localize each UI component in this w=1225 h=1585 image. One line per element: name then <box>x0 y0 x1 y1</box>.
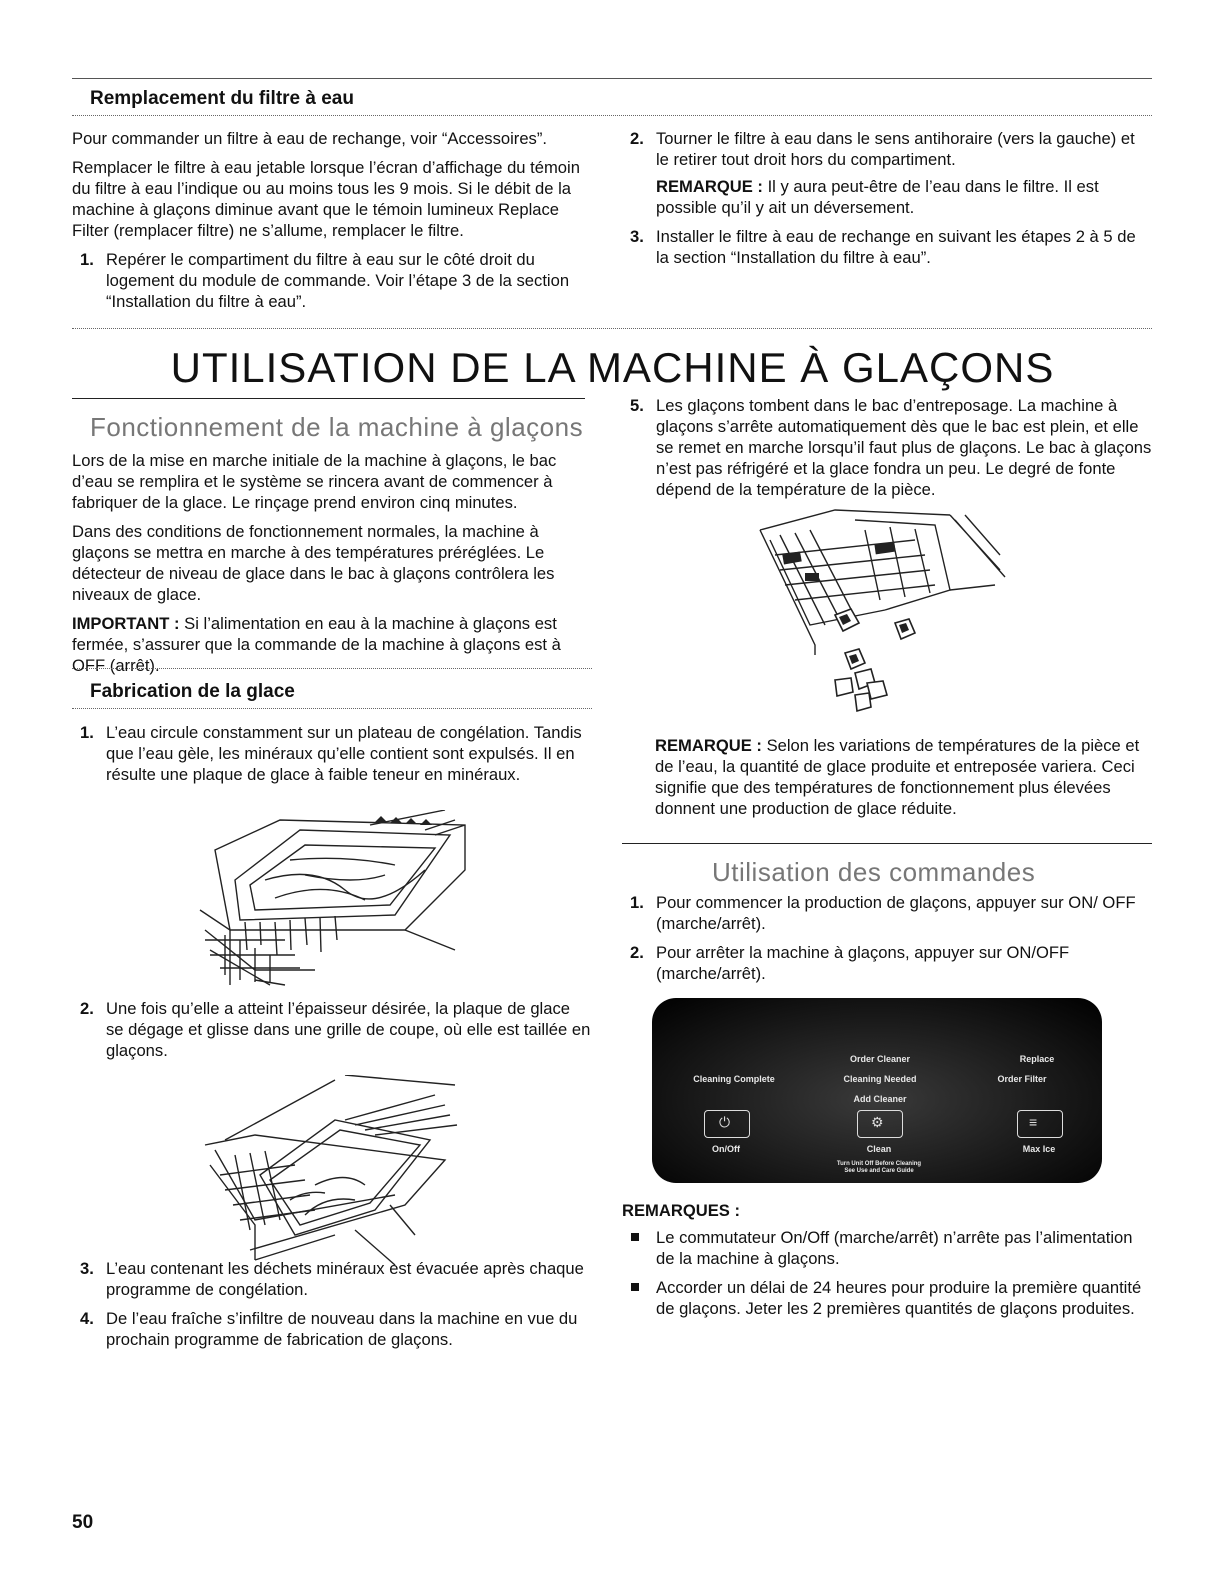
replace-label: Replace <box>1019 1054 1055 1064</box>
operation-paragraph: Lors de la mise en marche initiale de la machine à glaçons, le bac d’eau se remplira et le système se rincera avant de commencer à fabriquer de la glace. Le rinçage prend environ cinq minutes. <box>72 451 557 512</box>
page-number: 50 <box>72 1512 94 1533</box>
power-icon: ⏻ <box>719 1114 731 1130</box>
top-rule <box>72 78 1152 79</box>
bullet-icon <box>631 1283 639 1291</box>
max-ice-icon: ≡ <box>1029 1114 1038 1130</box>
controls-title: Utilisation des commandes <box>712 857 1036 887</box>
remark-item: Le commutateur On/Off (marche/arrêt) n’arrête pas l’alimentation de la machine à glaçons. <box>622 1227 1152 1269</box>
filter-right-column <box>622 128 1152 276</box>
remark-item: Accorder un délai de 24 heures pour produire la première quantité de glaçons. Jeter les 2 premières quantités de glaçons produites. <box>622 1277 1152 1319</box>
order-filter-label: Order Filter <box>997 1074 1047 1084</box>
ice-making-rule-bottom <box>72 708 592 709</box>
ice-step-5: 5. Les glaçons tombent dans le bac d’entreposage. La machine à glaçons s’arrête automatiquement dès que le bac est plein, et elle se remet en marche lorsqu’il faut plus de glaçons. Le bac à glaçons n’est pas réfrigéré et la glace fondra un peu. Le degré de fonte dépend de la température de la pièce. <box>630 396 1152 499</box>
control-panel <box>652 998 1102 1183</box>
ice-note: REMARQUE : Selon les variations de températures de la pièce et de l’eau, la quantité de glace produite et entreposée variera. Ceci signifie que des températures de fonctionnement plus élevées donnent une production de glace réduite. <box>655 736 1140 818</box>
on-off-label: On/Off <box>712 1144 740 1154</box>
filter-paragraph: Pour commander un filtre à eau de rechange, voir “Accessoires”. <box>72 129 547 148</box>
remarks-label: REMARQUES : <box>622 1201 741 1220</box>
turn-off-warning: Turn Unit Off Before Cleaning See Use and Care Guide <box>836 1161 922 1174</box>
operation-paragraph: Dans des conditions de fonctionnement normales, la machine à glaçons se mettra en marche à des températures préréglées. Le détecteur de niveau de glace dans le bac à glaçons contrôlera les niveaux de glace. <box>72 522 555 604</box>
filter-step: 2. Tourner le filtre à eau dans le sens antihoraire (vers la gauche) et le retirer tout droit hors du compartiment. REMARQUE : Il y aura peut-être de l’eau dans le filtre. Il est possible qu’il y ait un déversement. <box>622 128 1152 218</box>
on-off-button[interactable] <box>704 1110 750 1138</box>
ice-step-2: 2. Une fois qu’elle a atteint l’épaisseur désirée, la plaque de glace se dégage et glisse dans une grille de coupe, où elle est taillée en glaçons. <box>80 999 591 1060</box>
remarks <box>622 1200 1152 1327</box>
filter-step: 3. Installer le filtre à eau de rechange en suivant les étapes 2 à 5 de la section “Installation du filtre à eau”. <box>630 227 1136 267</box>
filter-step: 1. Repérer le compartiment du filtre à eau sur le côté droit du logement du module de commande. Voir l’étape 3 de la section “Installation du filtre à eau”. <box>80 250 570 311</box>
cleaning-needed-label: Cleaning Needed <box>843 1074 917 1084</box>
cutting-grid-illustration <box>195 1075 475 1265</box>
filter-heading-rule <box>72 115 1152 116</box>
ice-making-rule-top <box>72 668 592 669</box>
ice-steps-3-4: 3. L’eau contenant les déchets minéraux est évacuée après chaque programme de congélation. 4. De l’eau fraîche s’infiltre de nouveau dans la machine en vue du prochain programme de fabrication de glaçons. <box>80 1259 584 1349</box>
filter-paragraph: Remplacer le filtre à eau jetable lorsque l’écran d’affichage du témoin du filtre à eau l’indique ou au moins tous les 9 mois. Si le débit de la machine à glaçons diminue avant que le témoin lumineux Replace Filter (remplacer filtre) ne s’allume, remplacer le filtre. <box>72 158 580 240</box>
important-note: IMPORTANT : Si l’alimentation en eau à la machine à glaçons est fermée, s’assurer que la commande de la machine à glaçons est à OFF (arrêt). <box>72 614 561 675</box>
controls-steps: 1. Pour commencer la production de glaçons, appuyer sur ON/ OFF (marche/arrêt). 2. Pour arrêter la machine à glaçons, appuyer sur ON/OFF (marche/arrêt). <box>630 893 1136 983</box>
operation-title-rule <box>72 398 585 399</box>
storage-bin-illustration <box>755 505 1010 720</box>
ice-making-heading: Fabrication de la glace <box>90 681 295 702</box>
filter-note: REMARQUE : Il y aura peut-être de l’eau dans le filtre. Il est possible qu’il y ait un déversement. <box>656 177 1099 217</box>
operation-title: Fonctionnement de la machine à glaçons <box>90 412 584 442</box>
filter-left-column <box>72 128 597 320</box>
clean-icon: ⚙ <box>871 1114 884 1130</box>
ice-step-1: 1. L’eau circule constamment sur un plateau de congélation. Tandis que l’eau gèle, les minéraux qu’elle contient sont expulsés. Il en résulte une plaque de glace à faible teneur en minéraux. <box>80 723 582 784</box>
order-cleaner-label: Order Cleaner <box>849 1054 911 1064</box>
clean-button[interactable] <box>857 1110 903 1138</box>
add-cleaner-label: Add Cleaner <box>853 1094 907 1104</box>
bullet-icon <box>631 1233 639 1241</box>
clean-label: Clean <box>866 1144 892 1154</box>
max-ice-button[interactable] <box>1017 1110 1063 1138</box>
operation-text <box>72 450 592 684</box>
cleaning-complete-label: Cleaning Complete <box>693 1074 775 1084</box>
controls-title-rule <box>622 843 1152 844</box>
freezing-plate-illustration <box>195 810 475 990</box>
max-ice-label: Max Ice <box>1022 1144 1056 1154</box>
page-title: UTILISATION DE LA MACHINE À GLAÇONS <box>170 344 1055 391</box>
filter-heading: Remplacement du filtre à eau <box>90 88 354 109</box>
section-divider <box>72 328 1152 329</box>
